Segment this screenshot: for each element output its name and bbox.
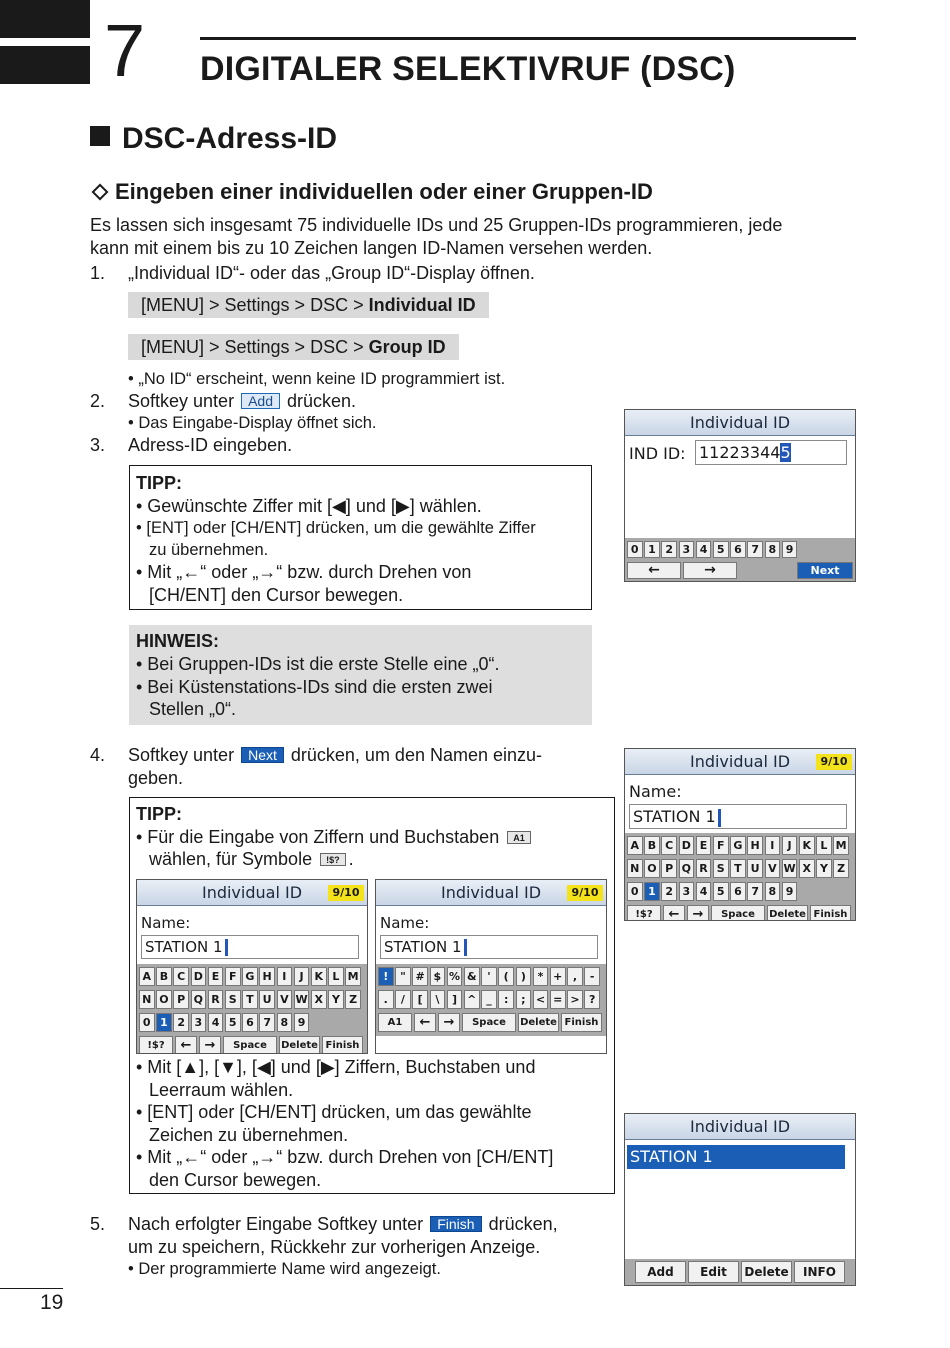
key-digit-6[interactable]: 6 [730, 541, 746, 558]
screen-title: Individual ID [376, 880, 606, 906]
step-5-text-before: Nach erfolgter Eingabe Softkey unter [128, 1214, 424, 1234]
key-delete[interactable]: Delete [518, 1013, 559, 1032]
key-j[interactable]: J [782, 836, 798, 855]
key-delete[interactable]: Delete [279, 1036, 320, 1054]
key-digit-6[interactable]: 6 [730, 882, 746, 901]
key-c[interactable]: C [661, 836, 677, 855]
softkey-add-label: Add [241, 393, 280, 409]
key-a1-label: A1 [507, 831, 531, 844]
softkey-info[interactable]: INFO [794, 1261, 845, 1283]
menu-path-prefix: [MENU] > Settings > DSC > [141, 337, 369, 357]
key-space[interactable]: Space [711, 905, 765, 921]
key-t[interactable]: T [730, 859, 746, 878]
key-r[interactable]: R [208, 990, 224, 1009]
key-symbol[interactable]: _ [481, 990, 497, 1009]
key-cursor-right[interactable]: → [438, 1013, 460, 1032]
next-button[interactable]: Next [797, 562, 853, 579]
menu-path-target: Individual ID [368, 295, 476, 315]
step-4-text-after: drücken, um den Namen einzu- [290, 745, 543, 765]
key-symbol[interactable]: ) [516, 967, 532, 986]
text-cursor [464, 939, 467, 956]
key-n[interactable]: N [627, 859, 643, 878]
key-cursor-left[interactable]: ← [627, 562, 681, 579]
key-digit-0[interactable]: 0 [627, 541, 643, 558]
key-symbol[interactable]: % [447, 967, 463, 986]
chapter-title: DIGITALER SELEKTIVRUF (DSC) [200, 50, 736, 88]
key-w[interactable]: W [294, 990, 310, 1009]
tip-line: Zeichen zu übernehmen. [149, 1125, 349, 1145]
key-cursor-left[interactable]: ← [414, 1013, 436, 1032]
key-digit-3[interactable]: 3 [679, 541, 695, 558]
list-item-selected[interactable]: STATION 1 [627, 1145, 845, 1169]
key-d[interactable]: D [679, 836, 695, 855]
key-d[interactable]: D [191, 967, 207, 986]
tip-line: • Mit „←“ oder „→“ bzw. durch Drehen von [CH/ENT] [136, 1147, 554, 1167]
step-4-text-before: Softkey unter [128, 745, 235, 765]
key-digit-6[interactable]: 6 [242, 1013, 258, 1032]
key-symbol[interactable]: / [395, 990, 411, 1009]
key-a[interactable]: A [627, 836, 643, 855]
note-line: • Bei Gruppen-IDs ist die erste Stelle eine „0“. [136, 654, 500, 674]
key-digit-1[interactable]: 1 [156, 1013, 172, 1032]
key-j[interactable]: J [294, 967, 310, 986]
key-symbol[interactable]: . [378, 990, 394, 1009]
key-delete[interactable]: Delete [767, 905, 808, 921]
subsection-title-text: Eingeben einer individuellen oder einer Gruppen-ID [115, 179, 653, 204]
key-f[interactable]: F [225, 967, 241, 986]
key-digit-0[interactable]: 0 [139, 1013, 155, 1032]
key-digit-0[interactable]: 0 [627, 882, 643, 901]
key-symbol[interactable]: ] [447, 990, 463, 1009]
screen-title: Individual ID [625, 1114, 855, 1140]
key-f[interactable]: F [713, 836, 729, 855]
page-number: 19 [40, 1291, 64, 1314]
page-indicator: 9/10 [567, 885, 603, 901]
key-symbol[interactable]: + [550, 967, 566, 986]
key-symbol[interactable]: $ [430, 967, 446, 986]
name-label: Name: [629, 782, 682, 801]
name-value: STATION 1 [145, 938, 223, 956]
key-a1[interactable]: A1 [378, 1013, 412, 1032]
step-2-text [128, 390, 356, 413]
screen-title: Individual ID [625, 749, 855, 775]
key-symbol[interactable]: - [584, 967, 600, 986]
key-symbols[interactable]: !$? [627, 905, 661, 921]
key-digit-8[interactable]: 8 [765, 541, 781, 558]
step-3-number: 3. [90, 435, 106, 455]
key-symbol[interactable]: = [550, 990, 566, 1009]
key-symbols-label: !$? [320, 853, 346, 866]
key-digit-5[interactable]: 5 [713, 541, 729, 558]
key-digit-2[interactable]: 2 [661, 882, 677, 901]
key-symbol[interactable]: ? [584, 990, 600, 1009]
key-p[interactable]: P [661, 859, 677, 878]
key-y[interactable]: Y [328, 990, 344, 1009]
keyboard-letters [137, 964, 367, 1053]
step-2-number: 2. [90, 391, 106, 411]
tip-line [136, 826, 534, 849]
key-r[interactable]: R [696, 859, 712, 878]
softkey-bar [625, 1259, 855, 1285]
name-value: STATION 1 [633, 807, 716, 826]
cursor-digit: 5 [780, 443, 791, 462]
chapter-tab-bar-top [0, 0, 90, 38]
name-label: Name: [380, 914, 430, 932]
tip-box-1 [129, 465, 592, 610]
step-3-text: Adress-ID eingeben. [128, 435, 293, 455]
screen-name-entry-symbols [375, 879, 607, 1054]
name-label: Name: [141, 914, 191, 932]
key-digit-7[interactable]: 7 [747, 541, 763, 558]
key-w[interactable]: W [782, 859, 798, 878]
note-box [129, 625, 592, 725]
text-cursor [225, 939, 228, 956]
key-cursor-right[interactable]: → [683, 562, 737, 579]
key-symbol[interactable]: ( [498, 967, 514, 986]
step-5-number: 5. [90, 1214, 106, 1234]
key-digit-9[interactable]: 9 [294, 1013, 310, 1032]
key-symbol[interactable]: ' [481, 967, 497, 986]
key-symbol[interactable]: ; [516, 990, 532, 1009]
ind-id-input[interactable] [695, 440, 847, 465]
step-4-number: 4. [90, 745, 106, 765]
softkey-next-label: Next [241, 747, 284, 763]
key-digit-1[interactable]: 1 [644, 541, 660, 558]
note-line: Stellen „0“. [149, 699, 237, 719]
step-1-bullet: • „No ID“ erscheint, wenn keine ID programmiert ist. [128, 370, 506, 388]
key-v[interactable]: V [277, 990, 293, 1009]
key-symbol[interactable]: " [395, 967, 411, 986]
key-t[interactable]: T [242, 990, 258, 1009]
key-z[interactable]: Z [833, 859, 849, 878]
key-i[interactable]: I [277, 967, 293, 986]
tip-line: zu übernehmen. [149, 541, 269, 559]
key-l[interactable]: L [328, 967, 344, 986]
screen-title: Individual ID [137, 880, 367, 906]
section-square-icon [90, 126, 110, 146]
key-cursor-left[interactable]: ← [663, 905, 685, 921]
step-4-line-2: geben. [128, 768, 184, 788]
key-o[interactable]: O [156, 990, 172, 1009]
key-g[interactable]: G [242, 967, 258, 986]
tip-line: [CH/ENT] den Cursor bewegen. [149, 585, 404, 605]
menu-path-group [128, 334, 459, 360]
key-symbol[interactable]: ^ [464, 990, 480, 1009]
keyboard-digits [625, 538, 855, 581]
step-2-bullet: • Das Eingabe-Display öffnet sich. [128, 414, 377, 432]
tip-line: • [ENT] oder [CH/ENT] drücken, um das gewählte [136, 1102, 532, 1122]
intro-line-1: Es lassen sich insgesamt 75 individuelle IDs und 25 Gruppen-IDs programmieren, jede [90, 215, 783, 235]
keyboard-symbols [376, 964, 606, 1036]
menu-path-target: Group ID [368, 337, 446, 357]
key-digit-3[interactable]: 3 [679, 882, 695, 901]
step-1-number: 1. [90, 263, 106, 283]
menu-path-prefix: [MENU] > Settings > DSC > [141, 295, 369, 315]
key-finish[interactable]: Finish [322, 1036, 363, 1054]
key-o[interactable]: O [644, 859, 660, 878]
step-5-line-2: um zu speichern, Rückkehr zur vorherigen Anzeige. [128, 1237, 541, 1257]
key-symbol[interactable]: & [464, 967, 480, 986]
key-s[interactable]: S [225, 990, 241, 1009]
key-digit-5[interactable]: 5 [225, 1013, 241, 1032]
intro-line-2: kann mit einem bis zu 10 Zeichen langen ID-Namen versehen werden. [90, 238, 653, 258]
chapter-rule [200, 37, 856, 40]
key-symbol[interactable]: ! [378, 967, 394, 986]
tip-line-text: • Für die Eingabe von Ziffern und Buchstaben [136, 827, 500, 847]
key-e[interactable]: E [208, 967, 224, 986]
key-digit-4[interactable]: 4 [696, 541, 712, 558]
key-digit-2[interactable]: 2 [173, 1013, 189, 1032]
tip-line: Leerraum wählen. [149, 1080, 294, 1100]
key-cursor-left[interactable]: ← [175, 1036, 197, 1054]
key-h[interactable]: H [259, 967, 275, 986]
step-2-text-before: Softkey unter [128, 391, 235, 411]
note-heading: HINWEIS: [136, 631, 219, 651]
key-digit-5[interactable]: 5 [713, 882, 729, 901]
tip-line: • Mit „←“ oder „→“ bzw. durch Drehen von [136, 562, 472, 582]
chapter-number: 7 [104, 9, 146, 92]
tip-box-2 [129, 797, 615, 1194]
subsection-title [90, 179, 653, 205]
key-digit-1[interactable]: 1 [644, 882, 660, 901]
key-y[interactable]: Y [816, 859, 832, 878]
softkey-delete[interactable]: Delete [741, 1261, 792, 1283]
key-symbols[interactable]: !$? [139, 1036, 173, 1054]
key-n[interactable]: N [139, 990, 155, 1009]
ind-id-label: IND ID: [629, 444, 686, 463]
key-symbol[interactable]: * [533, 967, 549, 986]
key-x[interactable]: X [311, 990, 327, 1009]
key-a[interactable]: A [139, 967, 155, 986]
name-input[interactable] [629, 804, 847, 829]
key-s[interactable]: S [713, 859, 729, 878]
text-cursor [718, 809, 721, 827]
name-value: STATION 1 [384, 938, 462, 956]
key-digit-2[interactable]: 2 [661, 541, 677, 558]
tip-line-end: . [348, 849, 354, 869]
screen-title: Individual ID [625, 410, 855, 436]
step-4-text [128, 744, 542, 767]
key-digit-9[interactable]: 9 [782, 541, 798, 558]
page-indicator: 9/10 [328, 885, 364, 901]
screen-id-list [624, 1113, 856, 1286]
key-digit-4[interactable]: 4 [208, 1013, 224, 1032]
key-symbol[interactable]: , [567, 967, 583, 986]
tip-line [149, 848, 354, 871]
note-line: • Bei Küstenstations-IDs sind die ersten zwei [136, 677, 493, 697]
ind-id-value: 11223344 [699, 443, 781, 462]
key-m[interactable]: M [345, 967, 361, 986]
key-i[interactable]: I [765, 836, 781, 855]
key-finish[interactable]: Finish [561, 1013, 602, 1032]
step-5-bullet: • Der programmierte Name wird angezeigt. [128, 1260, 441, 1278]
key-symbol[interactable]: [ [412, 990, 428, 1009]
tip-line: den Cursor bewegen. [149, 1170, 322, 1190]
softkey-edit[interactable]: Edit [688, 1261, 739, 1283]
key-symbol[interactable]: # [412, 967, 428, 986]
key-cursor-right[interactable]: → [687, 905, 709, 921]
tip-heading: TIPP: [136, 473, 183, 493]
chapter-tab-bar-bottom [0, 46, 90, 84]
key-b[interactable]: B [156, 967, 172, 986]
key-symbol[interactable]: \ [430, 990, 446, 1009]
diamond-icon [92, 183, 109, 200]
keyboard-letters [625, 833, 855, 920]
step-1-text: „Individual ID“- oder das „Group ID“-Display öffnen. [128, 263, 535, 283]
key-symbol[interactable]: > [567, 990, 583, 1009]
key-l[interactable]: L [816, 836, 832, 855]
key-digit-3[interactable]: 3 [191, 1013, 207, 1032]
screen-name-entry [624, 748, 856, 921]
tip-line: • Gewünschte Ziffer mit [◀] und [▶] wählen. [136, 496, 482, 516]
key-symbol[interactable]: < [533, 990, 549, 1009]
key-digit-8[interactable]: 8 [277, 1013, 293, 1032]
tip-line: • Mit [▲], [▼], [◀] und [▶] Ziffern, Buchstaben und [136, 1057, 536, 1077]
step-2-text-after: drücken. [287, 391, 357, 411]
key-digit-8[interactable]: 8 [765, 882, 781, 901]
key-p[interactable]: P [173, 990, 189, 1009]
key-e[interactable]: E [696, 836, 712, 855]
key-u[interactable]: U [747, 859, 763, 878]
page-indicator: 9/10 [816, 754, 852, 770]
key-digit-7[interactable]: 7 [747, 882, 763, 901]
key-v[interactable]: V [765, 859, 781, 878]
key-k[interactable]: K [311, 967, 327, 986]
key-finish[interactable]: Finish [810, 905, 851, 921]
tip-line-text: wählen, für Symbole [149, 849, 313, 869]
step-5-text [128, 1213, 558, 1236]
key-digit-7[interactable]: 7 [259, 1013, 275, 1032]
key-m[interactable]: M [833, 836, 849, 855]
key-q[interactable]: Q [679, 859, 695, 878]
key-x[interactable]: X [799, 859, 815, 878]
screen-id-entry [624, 409, 856, 582]
tip-heading: TIPP: [136, 804, 183, 824]
section-title-text: DSC-Adress-ID [122, 122, 338, 155]
step-5-text-after: drücken, [488, 1214, 558, 1234]
key-space[interactable]: Space [223, 1036, 277, 1054]
key-c[interactable]: C [173, 967, 189, 986]
page-number-rule [0, 1288, 63, 1289]
key-space[interactable]: Space [462, 1013, 516, 1032]
section-title [90, 122, 337, 156]
key-symbol[interactable]: : [498, 990, 514, 1009]
key-q[interactable]: Q [191, 990, 207, 1009]
name-input[interactable] [380, 935, 598, 959]
softkey-finish-label: Finish [430, 1216, 481, 1232]
key-digit-4[interactable]: 4 [696, 882, 712, 901]
key-b[interactable]: B [644, 836, 660, 855]
softkey-add[interactable]: Add [635, 1261, 686, 1283]
name-input[interactable] [141, 935, 359, 959]
key-digit-9[interactable]: 9 [782, 882, 798, 901]
key-cursor-right[interactable]: → [199, 1036, 221, 1054]
tip-line: • [ENT] oder [CH/ENT] drücken, um die gewählte Ziffer [136, 519, 536, 537]
menu-path-individual [128, 292, 489, 318]
key-g[interactable]: G [730, 836, 746, 855]
key-u[interactable]: U [259, 990, 275, 1009]
key-k[interactable]: K [799, 836, 815, 855]
key-h[interactable]: H [747, 836, 763, 855]
screen-name-entry-letters [136, 879, 368, 1054]
key-z[interactable]: Z [345, 990, 361, 1009]
